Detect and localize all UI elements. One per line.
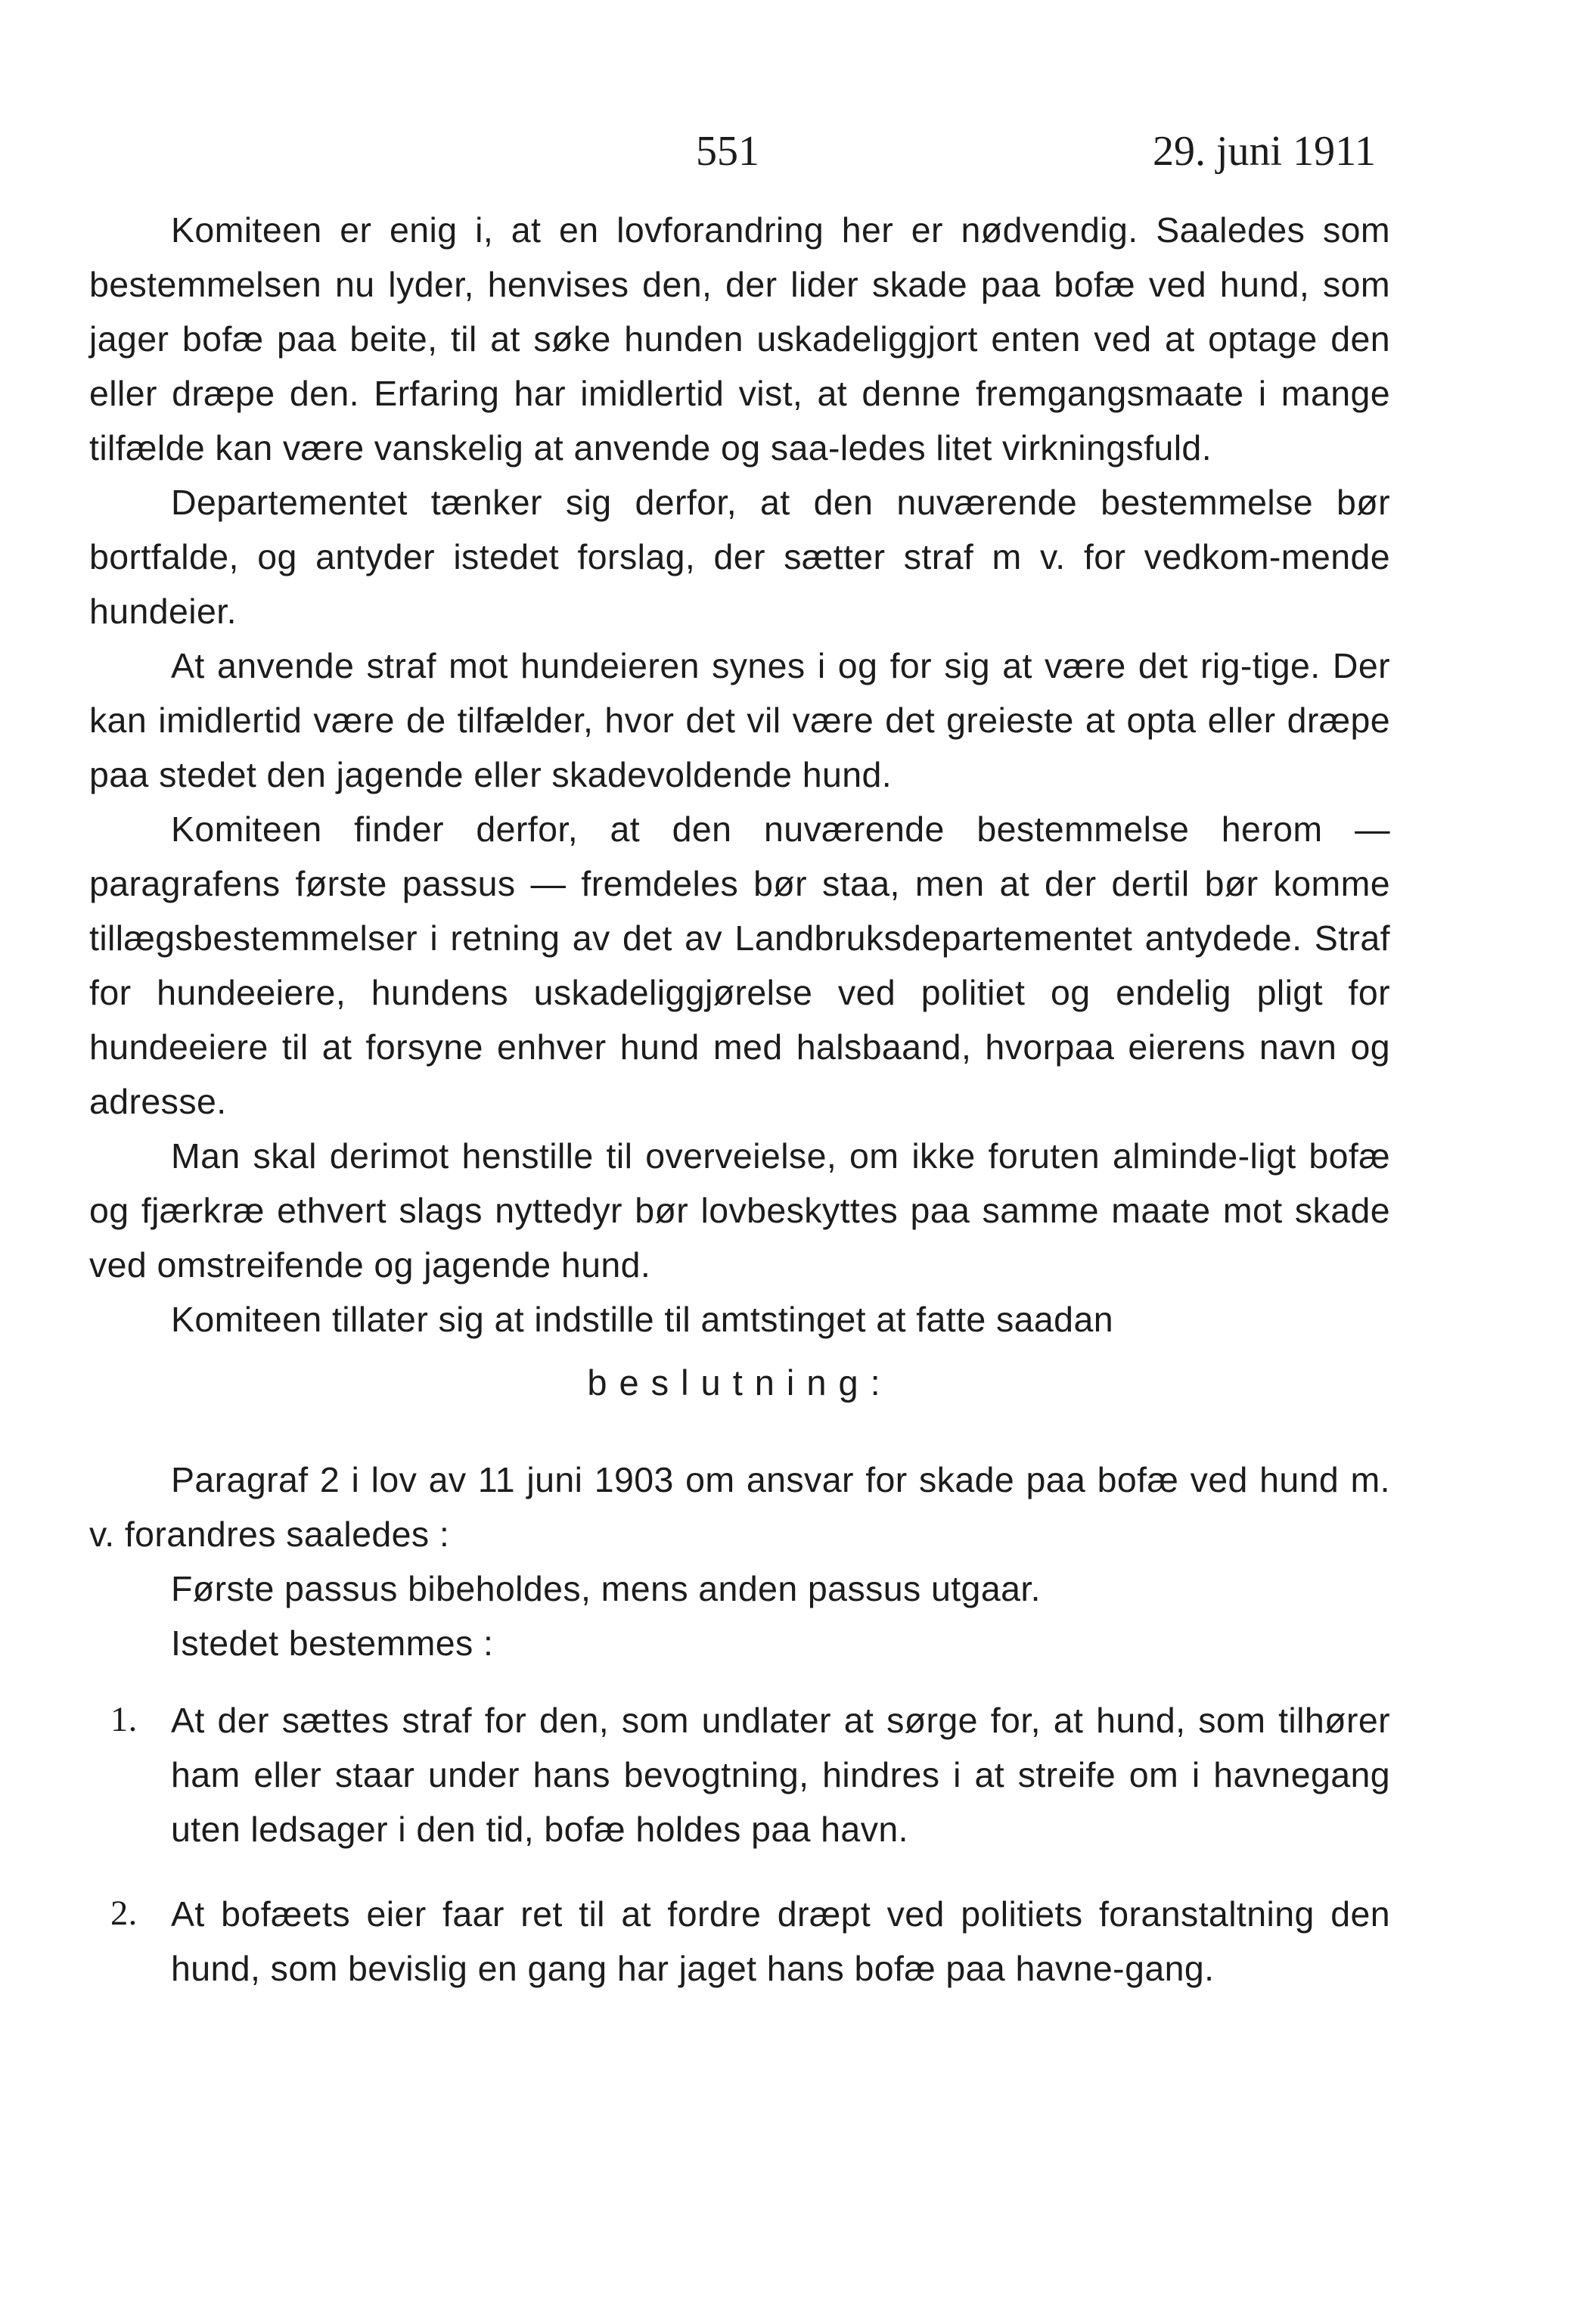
document-body	[89, 203, 1390, 2026]
paragraph-4: Komiteen finder derfor, at den nuværende bestemmelse herom — paragrafens første passus — fremdeles bør staa, men at der dertil bør komme tillægsbestemmelser i retning av det av Landbruksdepartementet antydede. Straf for hundeeiere, hundens uskadeliggjørelse ved politiet og endelig pligt for hundeeiere til at forsyne enhver hund med halsbaand, hvorpaa eierens navn og adresse.	[89, 809, 1390, 1121]
page-header	[0, 127, 1574, 188]
paragraph-5: Man skal derimot henstille til overveielse, om ikke foruten alminde-ligt bofæ og fjærkræ ethvert slags nyttedyr bør lovbeskyttes paa samme maate mot skade ved omstreifende og jagende hund.	[89, 1136, 1390, 1285]
decision-line-1: Første passus bibeholdes, mens anden passus utgaar.	[171, 1569, 1041, 1608]
header-date: 29. juni 1911	[1152, 128, 1376, 175]
list-item-text: At bofæets eier faar ret til at fordre dræpt ved politiets foranstaltning den hund, som bevislig en gang har jaget hans bofæ paa havne-gang.	[171, 1894, 1390, 1988]
decision-intro: Paragraf 2 i lov av 11 juni 1903 om ansvar for skade paa bofæ ved hund m. v. forandres saaledes :	[89, 1460, 1390, 1554]
page-number: 551	[696, 128, 759, 175]
list-item	[89, 1887, 1390, 1996]
paragraph-6: Komiteen tillater sig at indstille til amtstinget at fatte saadan	[171, 1300, 1113, 1339]
list-item-number: 1.	[110, 1701, 138, 1739]
paragraph-2: Departementet tænker sig derfor, at den nuværende bestemmelse bør bortfalde, og antyder istedet forslag, der sætter straf m v. for vedkom-mende hundeier.	[89, 483, 1390, 631]
decision-list	[89, 1693, 1390, 1996]
paragraph-3: At anvende straf mot hundeieren synes i og for sig at være det rig-tige. Der kan imidlertid være de tilfælder, hvor det vil være det greieste at opta eller dræpe paa stedet den jagende eller skadevoldende hund.	[89, 646, 1390, 794]
decision-heading: beslutning:	[587, 1362, 893, 1403]
list-item	[89, 1693, 1390, 1856]
paragraph-1: Komiteen er enig i, at en lovforandring her er nødvendig. Saaledes som bestemmelsen nu lyder, henvises den, der lider skade paa bofæ ved hund, som jager bofæ paa beite, til at søke hunden uskadeliggjort enten ved at optage den eller dræpe den. Erfaring har imidlertid vist, at denne fremgangsmaate i mange tilfælde kan være vanskelig at anvende og saa-ledes litet virkningsfuld.	[89, 210, 1390, 468]
decision-line-2: Istedet bestemmes :	[171, 1623, 494, 1663]
list-item-text: At der sættes straf for den, som undlater at sørge for, at hund, som tilhører ham eller staar under hans bevogtning, hindres i at streife om i havnegang uten ledsager i den tid, bofæ holdes paa havn.	[171, 1701, 1390, 1849]
list-item-number: 2.	[110, 1894, 138, 1933]
